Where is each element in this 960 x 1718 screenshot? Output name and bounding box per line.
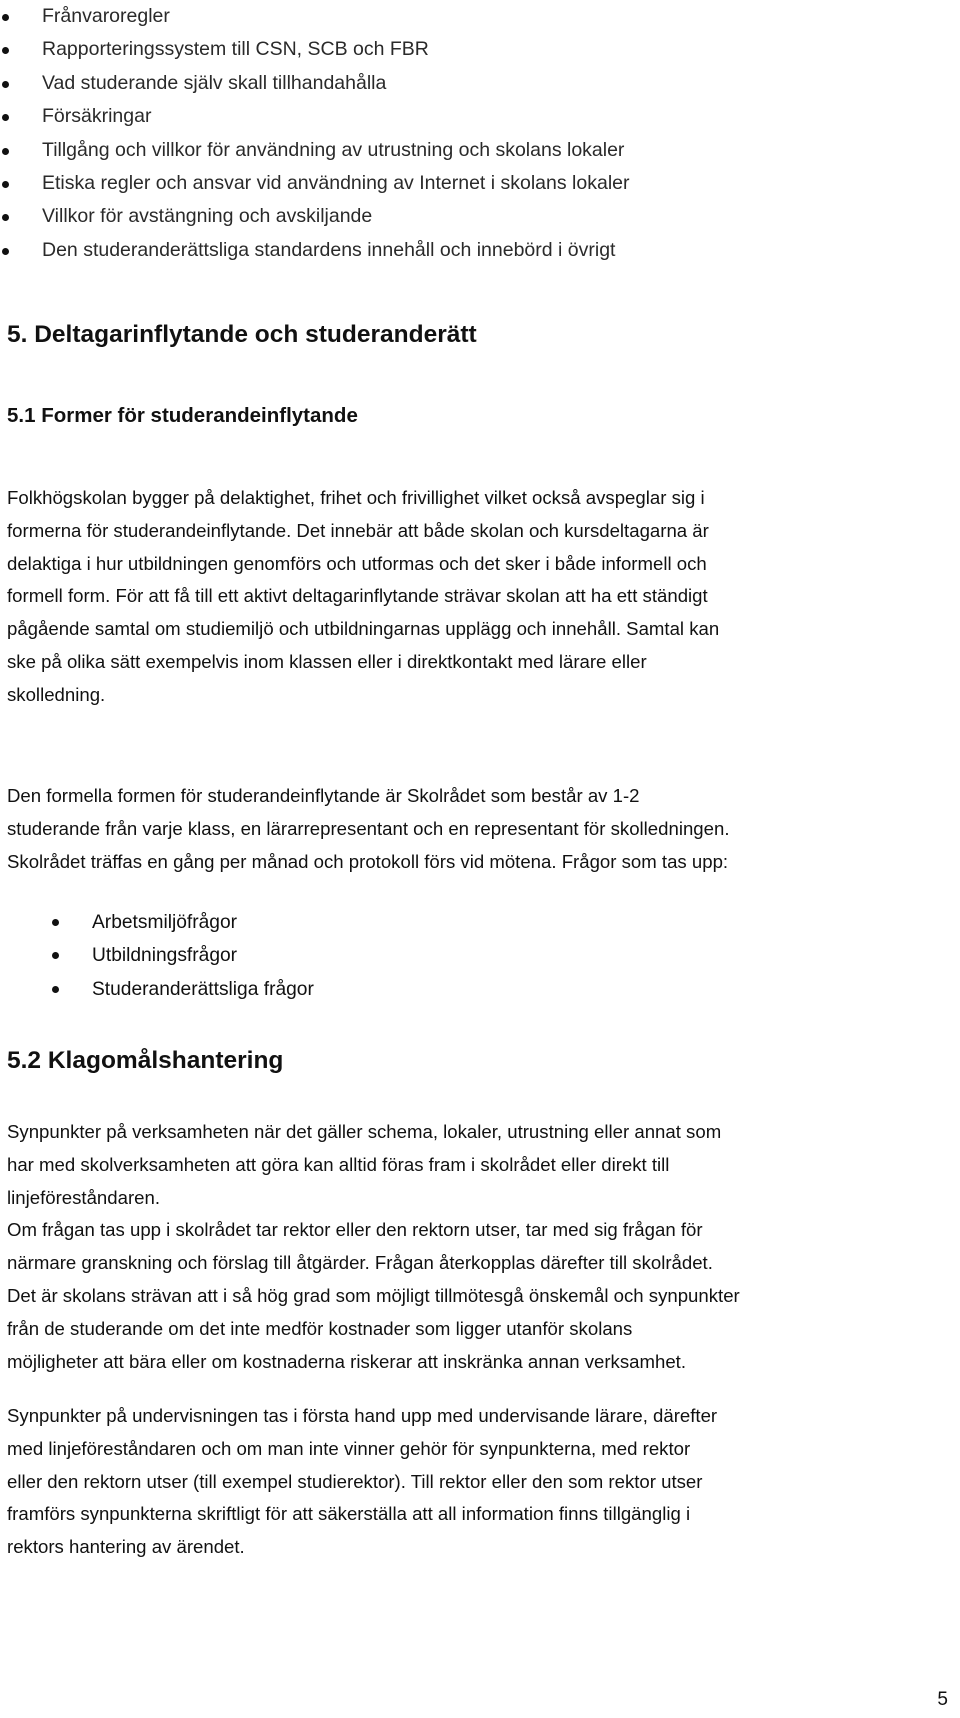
list-item: [0, 67, 940, 100]
list-item: [0, 200, 940, 233]
list-item-text: Tillgång och villkor för användning av utrustning och skolans lokaler: [42, 138, 625, 161]
list-item: [0, 134, 940, 167]
list-item-text: Etiska regler och ansvar vid användning av Internet i skolans lokaler: [42, 171, 630, 194]
paragraph-complaints: [7, 1116, 953, 1378]
list-item: [0, 100, 940, 133]
paragraph-line: framförs synpunkterna skriftligt för att säkerställa att all information finns tillgänglig i: [7, 1503, 691, 1525]
paragraph-line: rektors hantering av ärendet.: [7, 1536, 245, 1558]
bullet-icon: [52, 919, 59, 926]
list-item-text: Villkor för avstängning och avskiljande: [42, 205, 373, 228]
paragraph-student-influence: [7, 482, 953, 712]
paragraph-line: Skolrådet träffas en gång per månad och protokoll förs vid mötena. Frågor som tas upp:: [7, 850, 729, 872]
section-5-2-heading: 5.2 Klagomålshantering: [7, 1047, 284, 1074]
bullet-icon: [52, 986, 59, 993]
list-item-text: Utbildningsfrågor: [92, 945, 238, 967]
paragraph-school-council: [7, 780, 953, 878]
paragraph-line: Den formella formen för studerandeinflytande är Skolrådet som består av 1-2: [7, 785, 640, 806]
paragraph-line: Om frågan tas upp i skolrådet tar rektor eller den rektorn utser, tar med sig frågan för: [7, 1219, 703, 1241]
paragraph-teaching-feedback: [7, 1400, 953, 1564]
paragraph-line: ske på olika sätt exempelvis inom klassen eller i direktkontakt med lärare eller: [7, 650, 647, 672]
paragraph-line: Synpunkter på undervisningen tas i första hand upp med undervisande lärare, därefter: [7, 1405, 718, 1426]
list-item-text: Rapporteringssystem till CSN, SCB och FBR: [42, 38, 429, 61]
bullet-icon: [2, 181, 9, 188]
bullet-icon: [2, 14, 9, 21]
bullet-icon: [52, 952, 59, 959]
list-item: [0, 906, 314, 939]
bullet-icon: [2, 148, 9, 155]
bullet-icon: [2, 248, 9, 255]
paragraph-line: formerna för studerandeinflytande. Det innebär att både skolan och kursdeltagarna är: [7, 519, 709, 541]
paragraph-line: studerande från varje klass, en lärarrepresentant och en representant för skolledningen.: [7, 817, 730, 839]
paragraph-line: formell form. För att få till ett aktivt deltagarinflytande strävar skolan att ha ett ständigt: [7, 585, 708, 607]
question-bullet-list: [0, 906, 314, 1006]
paragraph-line: har med skolverksamheten att göra kan alltid föras fram i skolrådet eller direkt till: [7, 1153, 670, 1175]
list-item-text: Studeranderättsliga frågor: [92, 978, 314, 1000]
paragraph-line: delaktiga i hur utbildningen genomförs och utformas och det sker i både informell och: [7, 552, 707, 574]
paragraph-line: Folkhögskolan bygger på delaktighet, frihet och frivillighet vilket också avspeglar sig i: [7, 487, 705, 508]
paragraph-line: pågående samtal om studiemiljö och utbildningarnas upplägg och innehåll. Samtal kan: [7, 618, 720, 640]
list-item: [0, 33, 940, 66]
list-item-text: Frånvaroregler: [42, 5, 170, 27]
paragraph-line: möjligheter att bära eller om kostnaderna riskerar att inskränka annan verksamhet.: [7, 1350, 686, 1372]
page-number: 5: [937, 1689, 948, 1710]
section-5-heading: 5. Deltagarinflytande och studeranderätt: [7, 321, 477, 348]
list-item-text: Vad studerande själv skall tillhandahålla: [42, 71, 387, 94]
bullet-icon: [2, 47, 9, 54]
paragraph-line: Synpunkter på verksamheten när det gäller schema, lokaler, utrustning eller annat som: [7, 1121, 722, 1142]
list-item-text: Arbetsmiljöfrågor: [92, 912, 238, 933]
list-item: [0, 234, 940, 267]
bullet-icon: [2, 114, 9, 121]
paragraph-line: närmare granskning och förslag till åtgärder. Frågan återkopplas därefter till skolrådet.: [7, 1252, 713, 1274]
list-item-text: Försäkringar: [42, 105, 152, 128]
top-bullet-list: [0, 0, 940, 267]
paragraph-line: från de studerande om det inte medför kostnader som ligger utanför skolans: [7, 1317, 633, 1339]
list-item: [0, 939, 314, 972]
paragraph-line: skolledning.: [7, 683, 106, 705]
paragraph-line: med linjeföreståndaren och om man inte vinner gehör för synpunkterna, med rektor: [7, 1437, 691, 1459]
paragraph-line: Det är skolans strävan att i så hög grad som möjligt tillmötesgå önskemål och synpunkter: [7, 1284, 740, 1306]
list-item: [0, 167, 940, 200]
list-item: [0, 973, 314, 1006]
paragraph-line: linjeföreståndaren.: [7, 1186, 160, 1208]
section-5-1-heading: 5.1 Former för studerandeinflytande: [7, 404, 358, 427]
paragraph-line: eller den rektorn utser (till exempel studierektor). Till rektor eller den som rektor utser: [7, 1470, 703, 1492]
list-item: [0, 0, 940, 33]
bullet-icon: [2, 214, 9, 221]
list-item-text: Den studeranderättsliga standardens innehåll och innebörd i övrigt: [42, 238, 616, 261]
bullet-icon: [2, 81, 9, 88]
